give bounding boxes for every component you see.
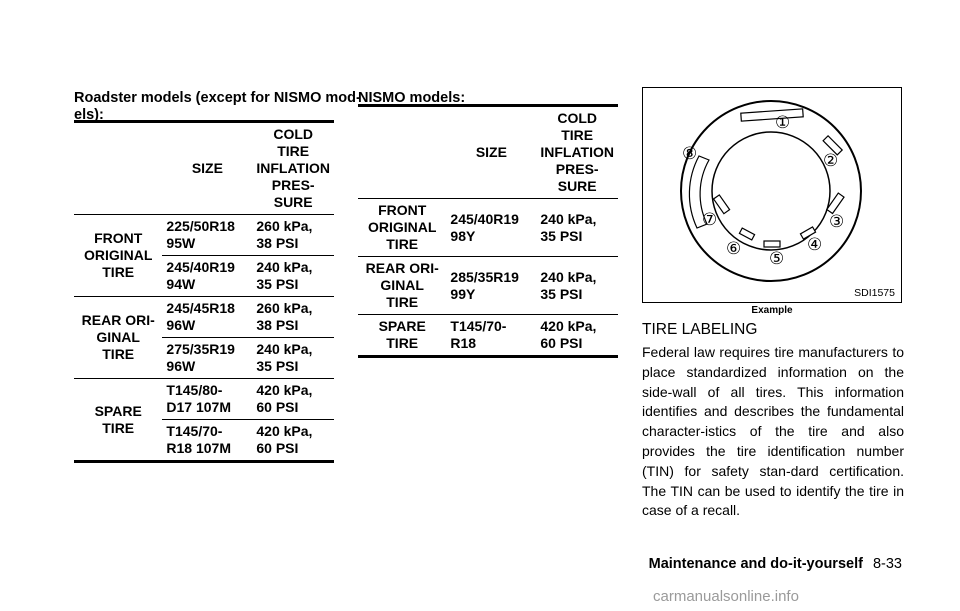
pressure-header: COLD TIRE INFLATION PRES- SURE	[536, 106, 618, 199]
tire-type-label: SPARE TIRE	[358, 315, 446, 357]
size-header: SIZE	[446, 106, 536, 199]
pressure-header: COLD TIRE INFLATION PRES- SURE	[252, 122, 334, 215]
tire-pressure: 260 kPa, 38 PSI	[256, 218, 313, 251]
tire-pressure: 420 kPa, 60 PSI	[252, 420, 334, 462]
nismo-heading: NISMO models:	[358, 90, 466, 106]
section-title: TIRE LABELING	[642, 321, 758, 338]
watermark: carmanualsonline.info	[653, 588, 799, 605]
marker-6: ⑥	[726, 239, 742, 259]
marker-4: ④	[807, 235, 823, 255]
tire-type-label: REAR ORI- GINAL TIRE	[358, 257, 446, 315]
tire-type-label: FRONT ORIGINAL TIRE	[83, 230, 153, 280]
marker-8: ⑧	[682, 144, 698, 164]
table-row	[74, 297, 334, 338]
marker-5: ⑤	[769, 249, 785, 269]
table-row	[358, 315, 618, 357]
nismo-tire-table	[358, 104, 618, 358]
roadster-heading: Roadster models (except for NISMO mod- els):	[74, 90, 361, 123]
tire-pressure: 240 kPa, 35 PSI	[252, 256, 334, 297]
section-body: Federal law requires tire manufacturers to place standardized information on the side-wall of all tires. This information identifies and describes the fundamental character-istics of the tire and also provides the tire identification number (TIN) for safety stan-dard certification. The TIN can be used to identify the tire in case of a recall.	[642, 344, 904, 519]
figure-code: SDI1575	[854, 287, 895, 299]
tire-sidewall-figure	[642, 87, 902, 303]
table-row	[358, 199, 618, 257]
tire-type-label: FRONT ORIGINAL TIRE	[367, 202, 437, 252]
roadster-tire-table	[74, 120, 334, 463]
label-zone-5	[764, 241, 780, 247]
tire-diagram	[643, 88, 901, 302]
tire-pressure: 420 kPa, 60 PSI	[536, 315, 618, 357]
tire-type-label: REAR ORI- GINAL TIRE	[74, 297, 162, 379]
tire-size: 285/35R19 99Y	[446, 257, 536, 315]
tire-pressure: 240 kPa, 35 PSI	[536, 257, 618, 315]
page-number: 8-33	[872, 556, 902, 572]
tire-pressure: 420 kPa, 60 PSI	[252, 379, 334, 420]
marker-3: ③	[829, 212, 845, 232]
label-zone-1	[741, 109, 803, 121]
label-zone-6	[739, 228, 754, 240]
table-row	[358, 257, 618, 315]
tire-size: 245/40R19 98Y	[450, 210, 519, 244]
tire-size: T145/70- R18 107M	[162, 420, 252, 462]
tire-size: 225/50R18 95W	[166, 218, 235, 251]
tire-size: 245/40R19 94W	[162, 256, 252, 297]
tire-size: 245/45R18 96W	[162, 297, 252, 338]
tire-size: T145/80- D17 107M	[162, 379, 252, 420]
marker-7: ⑦	[702, 210, 718, 230]
tire-pressure: 240 kPa, 35 PSI	[252, 338, 334, 379]
tire-pressure: 240 kPa, 35 PSI	[540, 210, 597, 244]
figure-caption: Example	[751, 305, 793, 316]
tire-size: 275/35R19 96W	[162, 338, 252, 379]
tire-size: T145/70- R18	[446, 315, 536, 357]
marker-2: ②	[823, 151, 839, 171]
table-row	[74, 215, 334, 256]
table-row	[74, 379, 334, 420]
tire-pressure: 260 kPa, 38 PSI	[252, 297, 334, 338]
page-footer	[649, 556, 902, 572]
footer-section-name: Maintenance and do-it-yourself	[648, 556, 863, 572]
marker-1: ①	[775, 113, 791, 133]
size-header: SIZE	[162, 122, 252, 215]
tire-type-label: SPARE TIRE	[74, 379, 162, 462]
